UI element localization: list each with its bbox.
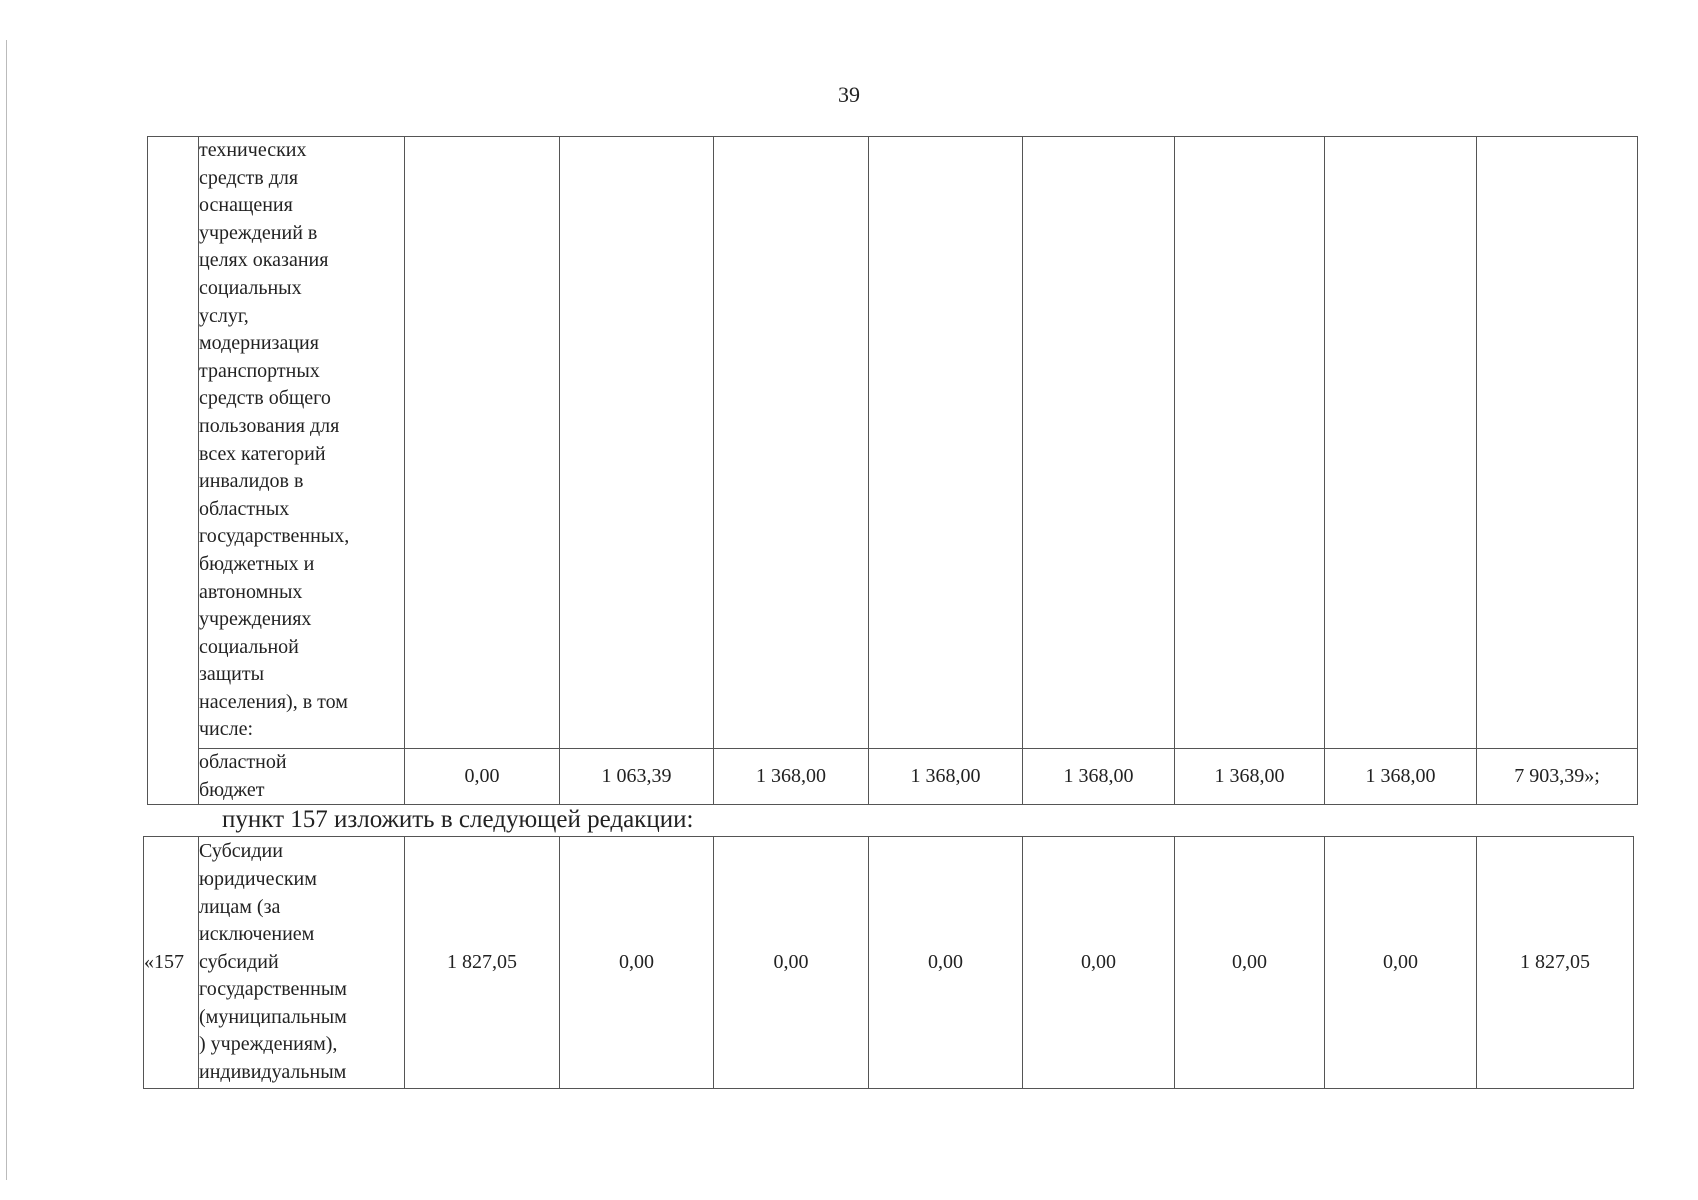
table-row <box>148 749 1638 805</box>
value-cell <box>560 137 714 749</box>
value-cell <box>1023 137 1175 749</box>
budget-value: 0,00 <box>405 749 560 805</box>
program-table-continuation <box>147 136 1638 805</box>
measure-description: Субсидии юридическим лицам (за исключением субсидий государственным (муниципальным ) учреждениям), индивидуальным <box>199 840 347 1084</box>
row-number: «157 <box>144 837 199 1089</box>
value-cell <box>1325 137 1477 749</box>
budget-value: 1 368,00 <box>1175 749 1325 805</box>
program-table-item-157 <box>143 836 1634 1089</box>
value-cell: 0,00 <box>1325 837 1477 1089</box>
budget-label-cell <box>199 749 405 805</box>
value-cell: 0,00 <box>1023 837 1175 1089</box>
value-cell: 0,00 <box>869 837 1023 1089</box>
value-cell: 1 827,05 <box>405 837 560 1089</box>
value-cell <box>714 137 869 749</box>
budget-value: 1 368,00 <box>1023 749 1175 805</box>
value-cell: 0,00 <box>1175 837 1325 1089</box>
budget-value: 1 368,00 <box>1325 749 1477 805</box>
table-row <box>144 837 1634 1089</box>
value-cell <box>869 137 1023 749</box>
budget-value: 1 063,39 <box>560 749 714 805</box>
scan-left-edge <box>6 40 7 1180</box>
value-cell <box>1175 137 1325 749</box>
value-cell <box>1477 137 1638 749</box>
row-number-cell <box>148 137 199 805</box>
value-cell: 0,00 <box>714 837 869 1089</box>
total-value: 1 827,05 <box>1477 837 1634 1089</box>
budget-value: 1 368,00 <box>869 749 1023 805</box>
budget-label: областной бюджет <box>199 751 287 801</box>
measure-description-cell <box>199 137 405 749</box>
measure-description-cell <box>199 837 405 1089</box>
value-cell <box>405 137 560 749</box>
page-number: 39 <box>838 82 860 107</box>
budget-value: 1 368,00 <box>714 749 869 805</box>
amendment-instruction: пункт 157 изложить в следующей редакции: <box>222 806 694 833</box>
measure-description: технических средств для оснащения учреждений в целях оказания социальных услуг, модернизация транспортных средств общего пользования для всех категорий инвалидов в областных государственных, бюджетных и автономных учреждениях социальной защиты населения), в том числе: <box>199 139 350 741</box>
value-cell: 0,00 <box>560 837 714 1089</box>
budget-total: 7 903,39»; <box>1477 749 1638 805</box>
table-row <box>148 137 1638 749</box>
